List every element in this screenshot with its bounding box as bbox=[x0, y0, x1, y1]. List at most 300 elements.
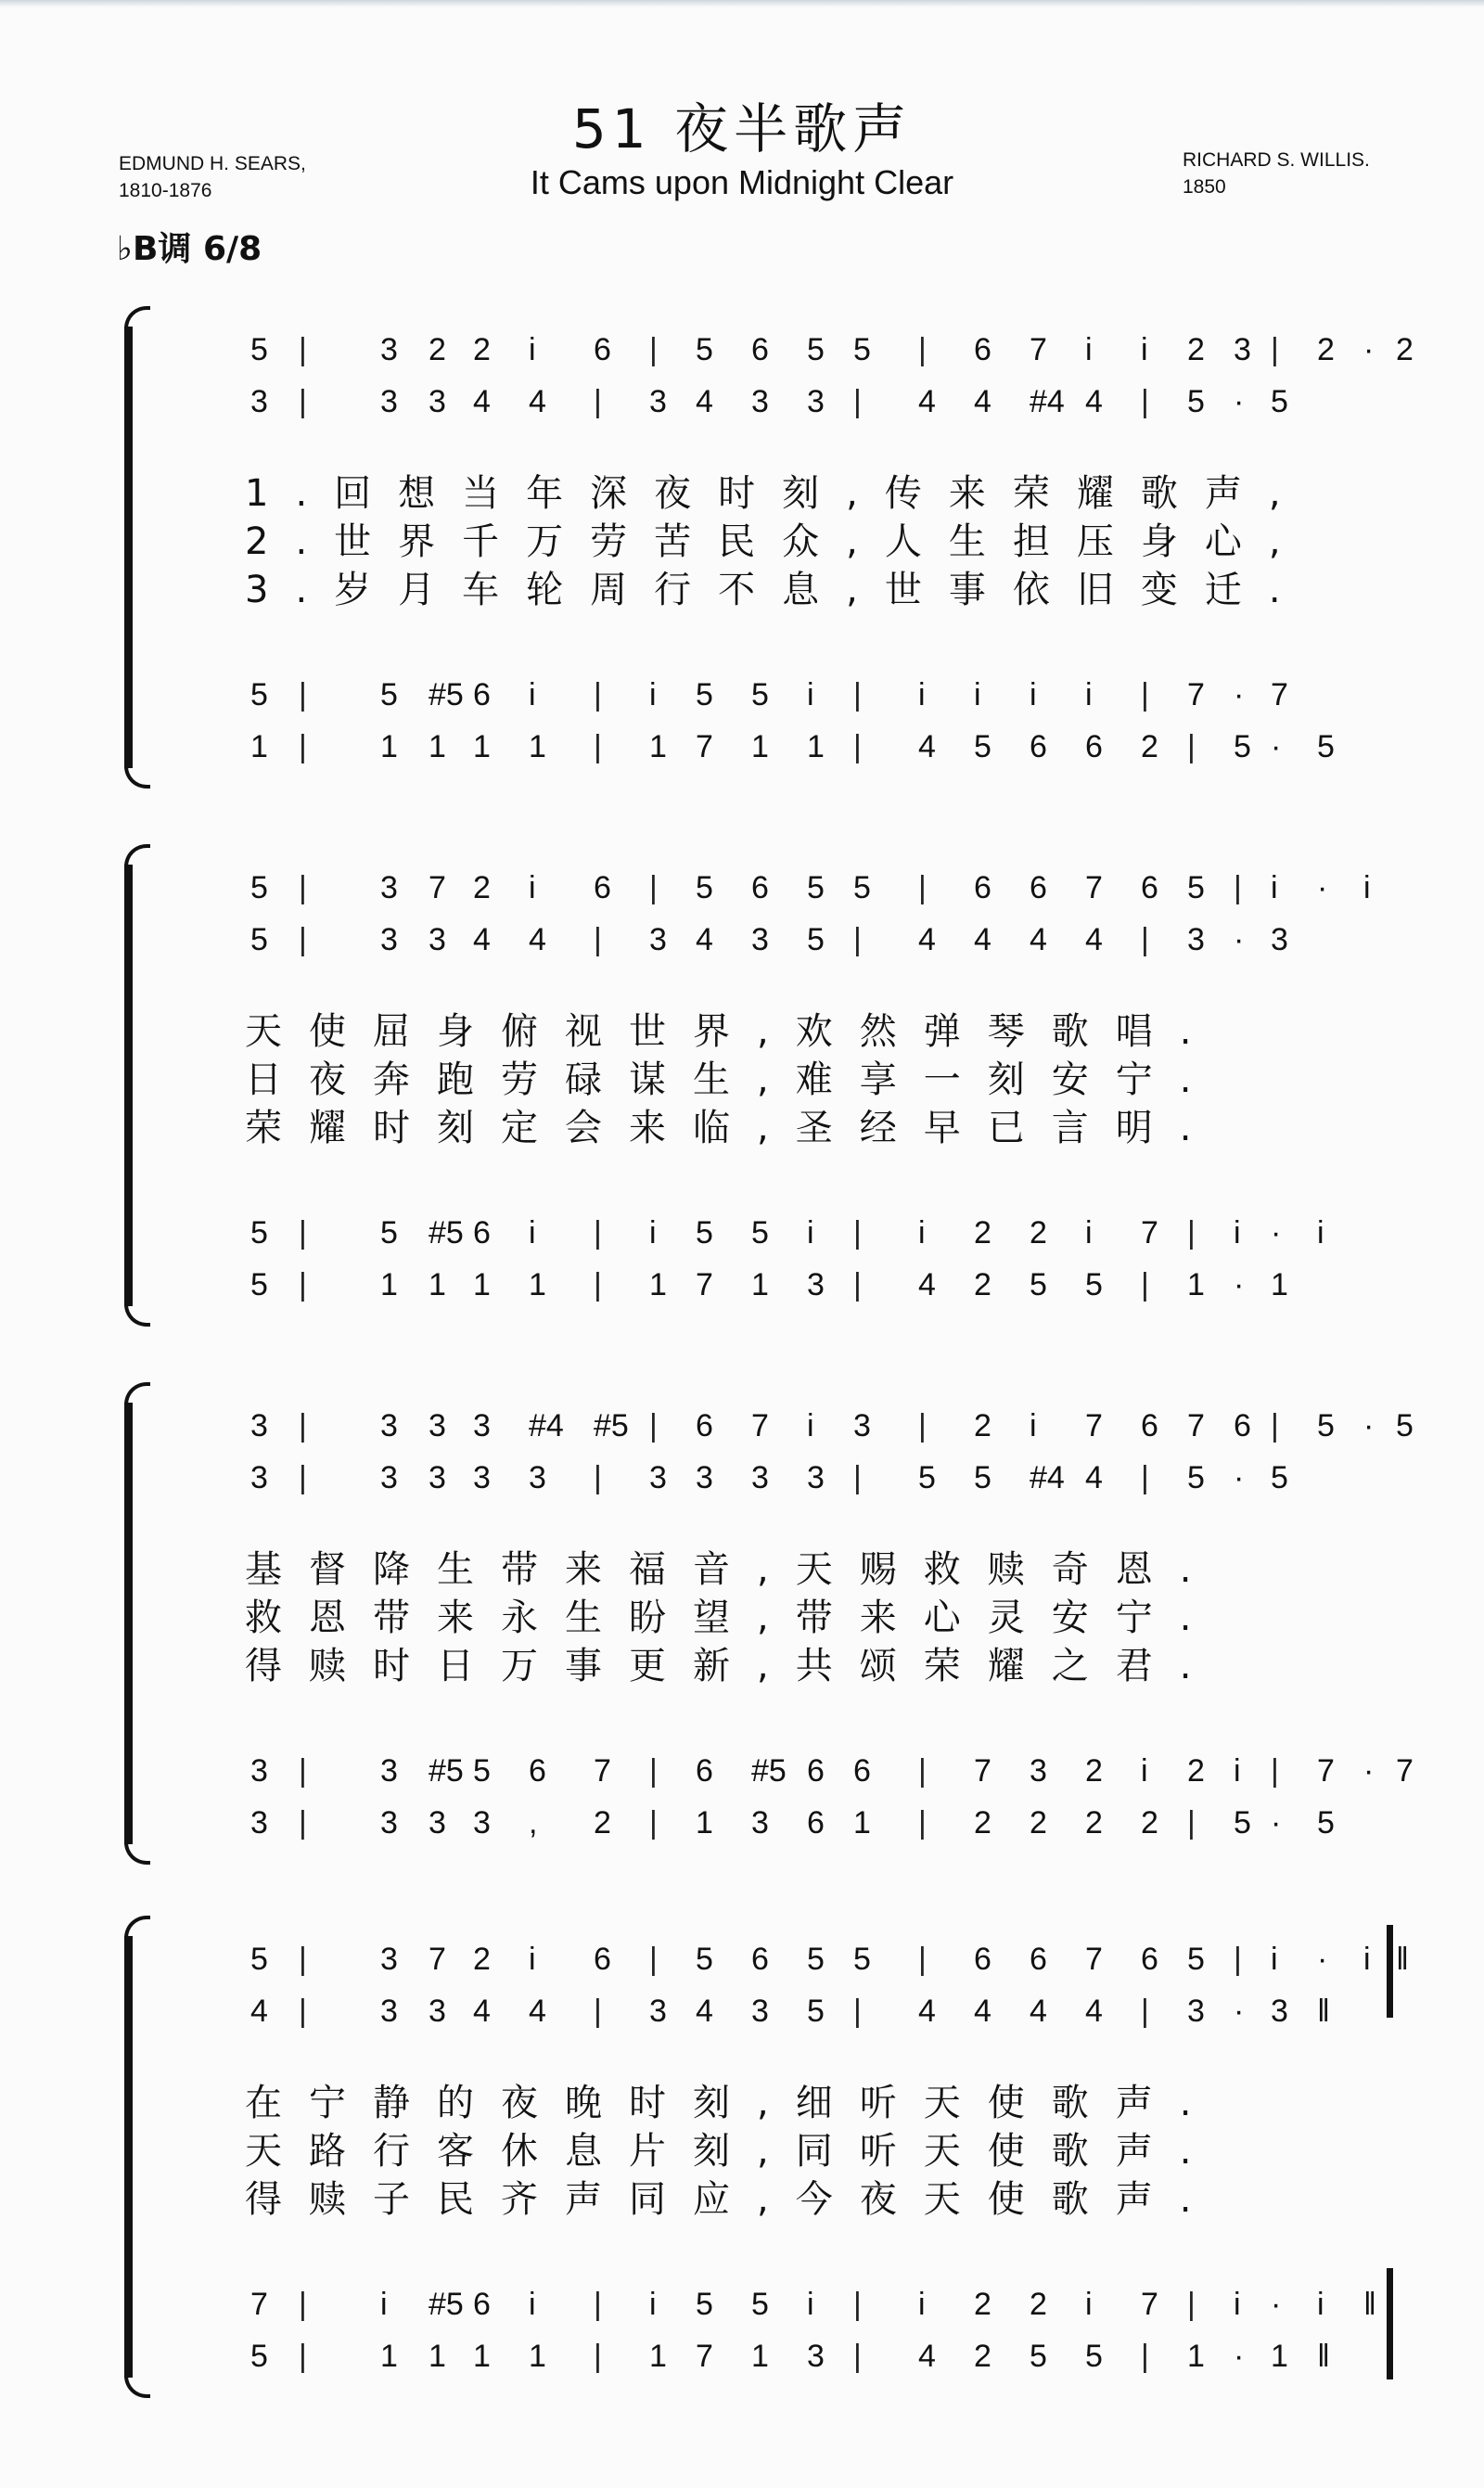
brace-bar bbox=[124, 1936, 133, 2378]
note: #5 bbox=[594, 1408, 629, 1443]
system-brace bbox=[124, 1916, 150, 2398]
note: 1 bbox=[1187, 1267, 1205, 1302]
note: 7 bbox=[1317, 1753, 1335, 1789]
note: 2 bbox=[974, 1215, 991, 1250]
note: 6 bbox=[594, 870, 611, 905]
note: i bbox=[1234, 1753, 1241, 1789]
note: 7 bbox=[1141, 1215, 1158, 1250]
composer-credit bbox=[1183, 147, 1370, 200]
note: i bbox=[529, 332, 536, 367]
note: i bbox=[1363, 1942, 1371, 1977]
barline: | bbox=[299, 1805, 307, 1840]
note: 4 bbox=[918, 1267, 936, 1302]
lyric-line: 2.世界千万劳苦民众,人生担压身心, bbox=[245, 520, 1308, 563]
note: 6 bbox=[696, 1753, 713, 1789]
tenor-notation-row bbox=[250, 1215, 1410, 1262]
note: 7 bbox=[1085, 1942, 1103, 1977]
bass-notation-row bbox=[250, 2339, 1410, 2385]
note: 3 bbox=[250, 384, 268, 419]
note: 5 bbox=[1187, 1460, 1205, 1495]
note: i bbox=[1271, 1942, 1278, 1977]
barline: | bbox=[853, 922, 862, 957]
barline: | bbox=[1234, 870, 1242, 905]
note: 7 bbox=[594, 1753, 611, 1789]
barline: | bbox=[594, 922, 602, 957]
note: 4 bbox=[918, 729, 936, 764]
note: 2 bbox=[1317, 332, 1335, 367]
note: 1 bbox=[696, 1805, 713, 1840]
note: 2 bbox=[1030, 1215, 1047, 1250]
note: 2 bbox=[1085, 1753, 1103, 1789]
barline: | bbox=[918, 1753, 927, 1789]
note: i bbox=[380, 2287, 388, 2322]
note: 3 bbox=[751, 922, 769, 957]
lyric-line: 3.岁月车轮周行不息,世事依旧变迁. bbox=[245, 569, 1308, 611]
note: 3 bbox=[1030, 1753, 1047, 1789]
alto-notation-row bbox=[250, 1460, 1410, 1507]
note: 5 bbox=[974, 1460, 991, 1495]
note: 7 bbox=[696, 2339, 713, 2374]
barline: | bbox=[299, 1215, 307, 1250]
brace-bottom-curl bbox=[124, 1839, 150, 1865]
barline: | bbox=[649, 1805, 658, 1840]
note: 3 bbox=[807, 2339, 825, 2374]
note: 6 bbox=[974, 870, 991, 905]
note: 3 bbox=[649, 922, 667, 957]
note: 4 bbox=[1085, 1994, 1103, 2029]
note: i bbox=[807, 677, 814, 712]
barline: | bbox=[918, 1408, 927, 1443]
note: 5 bbox=[1234, 1805, 1251, 1840]
note: · bbox=[1271, 1215, 1282, 1250]
note: i bbox=[918, 1215, 926, 1250]
barline: | bbox=[1141, 922, 1149, 957]
note: 4 bbox=[974, 922, 991, 957]
note: 5 bbox=[696, 677, 713, 712]
lyric-line: 得赎子民齐声同应,今夜天使歌声. bbox=[245, 2178, 1219, 2221]
note: 4 bbox=[529, 1994, 546, 2029]
note: 6 bbox=[473, 1215, 491, 1250]
barline: | bbox=[594, 1215, 602, 1250]
note: 2 bbox=[1187, 332, 1205, 367]
note: 2 bbox=[974, 2287, 991, 2322]
note: 6 bbox=[594, 332, 611, 367]
note: 4 bbox=[918, 2339, 936, 2374]
barline: | bbox=[1187, 2287, 1196, 2322]
system-brace bbox=[124, 844, 150, 1327]
note: 3 bbox=[1187, 922, 1205, 957]
note: 3 bbox=[751, 1805, 769, 1840]
note: i bbox=[807, 1408, 814, 1443]
note: #5 bbox=[429, 2287, 464, 2322]
note: 2 bbox=[473, 870, 491, 905]
barline: | bbox=[1187, 1805, 1196, 1840]
note: 5 bbox=[807, 870, 825, 905]
note: 4 bbox=[473, 922, 491, 957]
note: 5 bbox=[250, 332, 268, 367]
note: 7 bbox=[1396, 1753, 1414, 1789]
note: 3 bbox=[429, 384, 446, 419]
composer-name: RICHARD S. WILLIS. bbox=[1183, 149, 1370, 171]
lyric-line: 天使屈身俯视世界,欢然弹琴歌唱. bbox=[245, 1010, 1219, 1053]
note: 6 bbox=[751, 870, 769, 905]
note: i bbox=[1030, 677, 1037, 712]
barline: | bbox=[853, 2339, 862, 2374]
barline: | bbox=[1187, 1215, 1196, 1250]
note: 1 bbox=[1187, 2339, 1205, 2374]
note: 5 bbox=[1317, 1408, 1335, 1443]
note: 3 bbox=[751, 1460, 769, 1495]
note: i bbox=[807, 1215, 814, 1250]
note: i bbox=[974, 677, 981, 712]
lyric-line: 天路行客休息片刻,同听天使歌声. bbox=[245, 2130, 1219, 2173]
note: 3 bbox=[250, 1408, 268, 1443]
note: 5 bbox=[250, 677, 268, 712]
note: 2 bbox=[594, 1805, 611, 1840]
note: 6 bbox=[1030, 1942, 1047, 1977]
note: 7 bbox=[696, 1267, 713, 1302]
note: #4 bbox=[1030, 384, 1065, 419]
barline: | bbox=[1141, 384, 1149, 419]
note: #5 bbox=[751, 1753, 787, 1789]
barline: ‖ bbox=[1363, 2287, 1377, 2322]
system-brace bbox=[124, 306, 150, 789]
note: 4 bbox=[974, 1994, 991, 2029]
note: 3 bbox=[1271, 1994, 1288, 2029]
composer-years: 1850 bbox=[1183, 176, 1226, 198]
note: 3 bbox=[1234, 332, 1251, 367]
barline: | bbox=[299, 870, 307, 905]
barline: | bbox=[594, 677, 602, 712]
note: 6 bbox=[1141, 1942, 1158, 1977]
note: 3 bbox=[649, 384, 667, 419]
note: 1 bbox=[473, 1267, 491, 1302]
note: 3 bbox=[429, 1994, 446, 2029]
note: i bbox=[918, 677, 926, 712]
note: i bbox=[529, 1942, 536, 1977]
note: 2 bbox=[974, 2339, 991, 2374]
barline: | bbox=[299, 1753, 307, 1789]
note: 5 bbox=[918, 1460, 936, 1495]
note: 3 bbox=[649, 1460, 667, 1495]
note: 6 bbox=[751, 332, 769, 367]
note: · bbox=[1363, 332, 1375, 367]
note: 6 bbox=[807, 1753, 825, 1789]
soprano-notation-row bbox=[250, 870, 1410, 917]
note: 5 bbox=[751, 1215, 769, 1250]
bass-notation-row bbox=[250, 1805, 1410, 1852]
note: 4 bbox=[918, 1994, 936, 2029]
note: 1 bbox=[1271, 2339, 1288, 2374]
barline: | bbox=[853, 1215, 862, 1250]
brace-bar bbox=[124, 865, 133, 1306]
barline: | bbox=[594, 1994, 602, 2029]
brace-bottom-curl bbox=[124, 763, 150, 789]
note: i bbox=[1271, 870, 1278, 905]
barline: | bbox=[299, 384, 307, 419]
note: 5 bbox=[751, 677, 769, 712]
note: 5 bbox=[696, 1215, 713, 1250]
note: 6 bbox=[974, 332, 991, 367]
note: i bbox=[1085, 1215, 1093, 1250]
note: 4 bbox=[918, 384, 936, 419]
lyricist-credit bbox=[119, 150, 306, 204]
note: i bbox=[1030, 1408, 1037, 1443]
barline: | bbox=[594, 2339, 602, 2374]
note: 7 bbox=[751, 1408, 769, 1443]
note: 5 bbox=[473, 1753, 491, 1789]
note: 6 bbox=[974, 1942, 991, 1977]
note: 3 bbox=[380, 1942, 398, 1977]
barline: | bbox=[299, 1994, 307, 2029]
note: 3 bbox=[380, 1408, 398, 1443]
note: 3 bbox=[807, 1267, 825, 1302]
note: 1 bbox=[529, 2339, 546, 2374]
barline: | bbox=[853, 1460, 862, 1495]
lyric-line: 在宁静的夜晚时刻,细听天使歌声. bbox=[245, 2082, 1219, 2124]
barline: | bbox=[299, 1942, 307, 1977]
note: 5 bbox=[250, 2339, 268, 2374]
barline: | bbox=[299, 1408, 307, 1443]
note: 1 bbox=[250, 729, 268, 764]
note: 4 bbox=[696, 922, 713, 957]
note: 6 bbox=[594, 1942, 611, 1977]
brace-bottom-curl bbox=[124, 1301, 150, 1327]
note: 5 bbox=[807, 922, 825, 957]
note: 5 bbox=[853, 332, 871, 367]
barline: | bbox=[1271, 1753, 1279, 1789]
note: 5 bbox=[1317, 1805, 1335, 1840]
note: i bbox=[649, 677, 657, 712]
note: 5 bbox=[1187, 1942, 1205, 1977]
note: 6 bbox=[853, 1753, 871, 1789]
note: 1 bbox=[649, 729, 667, 764]
note: 3 bbox=[751, 1994, 769, 2029]
barline: | bbox=[594, 2287, 602, 2322]
barline: | bbox=[299, 2339, 307, 2374]
note: 6 bbox=[473, 677, 491, 712]
note: 6 bbox=[1234, 1408, 1251, 1443]
note: 4 bbox=[696, 384, 713, 419]
note: i bbox=[1317, 1215, 1324, 1250]
note: 5 bbox=[974, 729, 991, 764]
note: i bbox=[1141, 1753, 1148, 1789]
note: · bbox=[1271, 1805, 1282, 1840]
note: #5 bbox=[429, 677, 464, 712]
note: i bbox=[529, 1215, 536, 1250]
barline: | bbox=[299, 332, 307, 367]
note: , bbox=[529, 1805, 538, 1840]
bass-notation-row bbox=[250, 729, 1410, 776]
note: 2 bbox=[1030, 1805, 1047, 1840]
note: 5 bbox=[696, 1942, 713, 1977]
note: 5 bbox=[1271, 1460, 1288, 1495]
barline: | bbox=[594, 1460, 602, 1495]
note: 4 bbox=[529, 384, 546, 419]
note: 2 bbox=[473, 1942, 491, 1977]
tenor-notation-row bbox=[250, 677, 1410, 724]
brace-top-curl bbox=[124, 306, 150, 332]
note: 5 bbox=[696, 870, 713, 905]
note: 7 bbox=[974, 1753, 991, 1789]
note: 1 bbox=[429, 2339, 446, 2374]
note: 4 bbox=[473, 1994, 491, 2029]
note: 5 bbox=[380, 677, 398, 712]
note: i bbox=[1234, 1215, 1241, 1250]
note: i bbox=[1317, 2287, 1324, 2322]
barline: | bbox=[649, 870, 658, 905]
lyric-line: 日夜奔跑劳碌谋生,难享一刻安宁. bbox=[245, 1058, 1219, 1101]
barline: | bbox=[594, 729, 602, 764]
barline: | bbox=[1141, 1460, 1149, 1495]
note: 5 bbox=[853, 870, 871, 905]
note: 3 bbox=[380, 332, 398, 367]
note: 1 bbox=[473, 2339, 491, 2374]
note: 2 bbox=[429, 332, 446, 367]
note: 3 bbox=[380, 1994, 398, 2029]
note: i bbox=[1141, 332, 1148, 367]
note: 5 bbox=[696, 332, 713, 367]
note: 3 bbox=[380, 1753, 398, 1789]
scan-top-edge bbox=[0, 0, 1484, 7]
note: 6 bbox=[1141, 1408, 1158, 1443]
note: 3 bbox=[380, 870, 398, 905]
note: 4 bbox=[1085, 922, 1103, 957]
key-time-signature: ♭B调 6/8 bbox=[117, 230, 262, 268]
note: 5 bbox=[250, 1215, 268, 1250]
barline: | bbox=[918, 1942, 927, 1977]
note: · bbox=[1234, 677, 1245, 712]
note: 5 bbox=[380, 1215, 398, 1250]
barline: | bbox=[1271, 1408, 1279, 1443]
lyric-line: 荣耀时刻定会来临,圣经早已言明. bbox=[245, 1107, 1219, 1149]
note: 5 bbox=[853, 1942, 871, 1977]
note: 3 bbox=[696, 1460, 713, 1495]
note: 3 bbox=[649, 1994, 667, 2029]
barline: | bbox=[853, 384, 862, 419]
note: · bbox=[1234, 1460, 1245, 1495]
note: 7 bbox=[1030, 332, 1047, 367]
note: 7 bbox=[1271, 677, 1288, 712]
note: 3 bbox=[429, 1460, 446, 1495]
lyric-line: 得赎时日万事更新,共颂荣耀之君. bbox=[245, 1645, 1219, 1687]
note: 5 bbox=[1317, 729, 1335, 764]
note: 5 bbox=[807, 1942, 825, 1977]
barline: | bbox=[853, 1267, 862, 1302]
note: 4 bbox=[250, 1994, 268, 2029]
note: 2 bbox=[974, 1805, 991, 1840]
barline: ‖ bbox=[1317, 2339, 1331, 2374]
note: 4 bbox=[529, 922, 546, 957]
barline: | bbox=[918, 870, 927, 905]
note: i bbox=[649, 2287, 657, 2322]
note: 1 bbox=[807, 729, 825, 764]
note: 5 bbox=[696, 2287, 713, 2322]
barline: | bbox=[649, 1408, 658, 1443]
note: 5 bbox=[1085, 2339, 1103, 2374]
note: 2 bbox=[473, 332, 491, 367]
brace-bar bbox=[124, 327, 133, 768]
note: i bbox=[1363, 870, 1371, 905]
note: 6 bbox=[529, 1753, 546, 1789]
note: 1 bbox=[853, 1805, 871, 1840]
note: · bbox=[1234, 2339, 1245, 2374]
brace-top-curl bbox=[124, 1382, 150, 1408]
barline: | bbox=[1187, 729, 1196, 764]
note: 2 bbox=[1030, 2287, 1047, 2322]
note: · bbox=[1363, 1408, 1375, 1443]
barline: | bbox=[1141, 1267, 1149, 1302]
note: #5 bbox=[429, 1215, 464, 1250]
note: 3 bbox=[429, 1805, 446, 1840]
note: · bbox=[1234, 1267, 1245, 1302]
note: 2 bbox=[1141, 1805, 1158, 1840]
note: 4 bbox=[1030, 1994, 1047, 2029]
note: #5 bbox=[429, 1753, 464, 1789]
lyric-line: 救恩带来永生盼望,带来心灵安宁. bbox=[245, 1597, 1219, 1639]
note: 1 bbox=[380, 2339, 398, 2374]
brace-top-curl bbox=[124, 1916, 150, 1942]
note: 1 bbox=[751, 729, 769, 764]
note: 2 bbox=[974, 1408, 991, 1443]
note: 1 bbox=[529, 1267, 546, 1302]
brace-top-curl bbox=[124, 844, 150, 870]
note: #4 bbox=[529, 1408, 564, 1443]
barline: | bbox=[299, 729, 307, 764]
note: i bbox=[918, 2287, 926, 2322]
note: 5 bbox=[250, 922, 268, 957]
note: 6 bbox=[807, 1805, 825, 1840]
barline: | bbox=[299, 2287, 307, 2322]
note: 6 bbox=[751, 1942, 769, 1977]
barline: | bbox=[649, 332, 658, 367]
note: 7 bbox=[250, 2287, 268, 2322]
note: 3 bbox=[429, 1408, 446, 1443]
note: i bbox=[1085, 332, 1093, 367]
note: 1 bbox=[751, 2339, 769, 2374]
note: 5 bbox=[807, 1994, 825, 2029]
note: 2 bbox=[1396, 332, 1414, 367]
note: 6 bbox=[696, 1408, 713, 1443]
note: i bbox=[1085, 677, 1093, 712]
final-double-barline bbox=[1387, 2268, 1393, 2379]
note: · bbox=[1234, 922, 1245, 957]
note: 5 bbox=[1030, 1267, 1047, 1302]
note: i bbox=[529, 677, 536, 712]
note: 3 bbox=[380, 384, 398, 419]
note: 4 bbox=[473, 384, 491, 419]
tenor-notation-row bbox=[250, 1753, 1414, 1800]
note: i bbox=[1234, 2287, 1241, 2322]
note: 3 bbox=[1187, 1994, 1205, 2029]
barline: | bbox=[853, 677, 862, 712]
note: 5 bbox=[1271, 384, 1288, 419]
note: 1 bbox=[529, 729, 546, 764]
barline: | bbox=[649, 1753, 658, 1789]
lyric-line: 1.回想当年深夜时刻,传来荣耀歌声, bbox=[245, 472, 1308, 515]
note: 5 bbox=[1030, 2339, 1047, 2374]
note: 7 bbox=[429, 870, 446, 905]
note: 1 bbox=[380, 1267, 398, 1302]
note: i bbox=[529, 2287, 536, 2322]
note: 3 bbox=[250, 1753, 268, 1789]
note: 2 bbox=[1085, 1805, 1103, 1840]
barline: | bbox=[299, 1267, 307, 1302]
note: 4 bbox=[974, 384, 991, 419]
note: 3 bbox=[250, 1805, 268, 1840]
note: 6 bbox=[1085, 729, 1103, 764]
note: 6 bbox=[473, 2287, 491, 2322]
